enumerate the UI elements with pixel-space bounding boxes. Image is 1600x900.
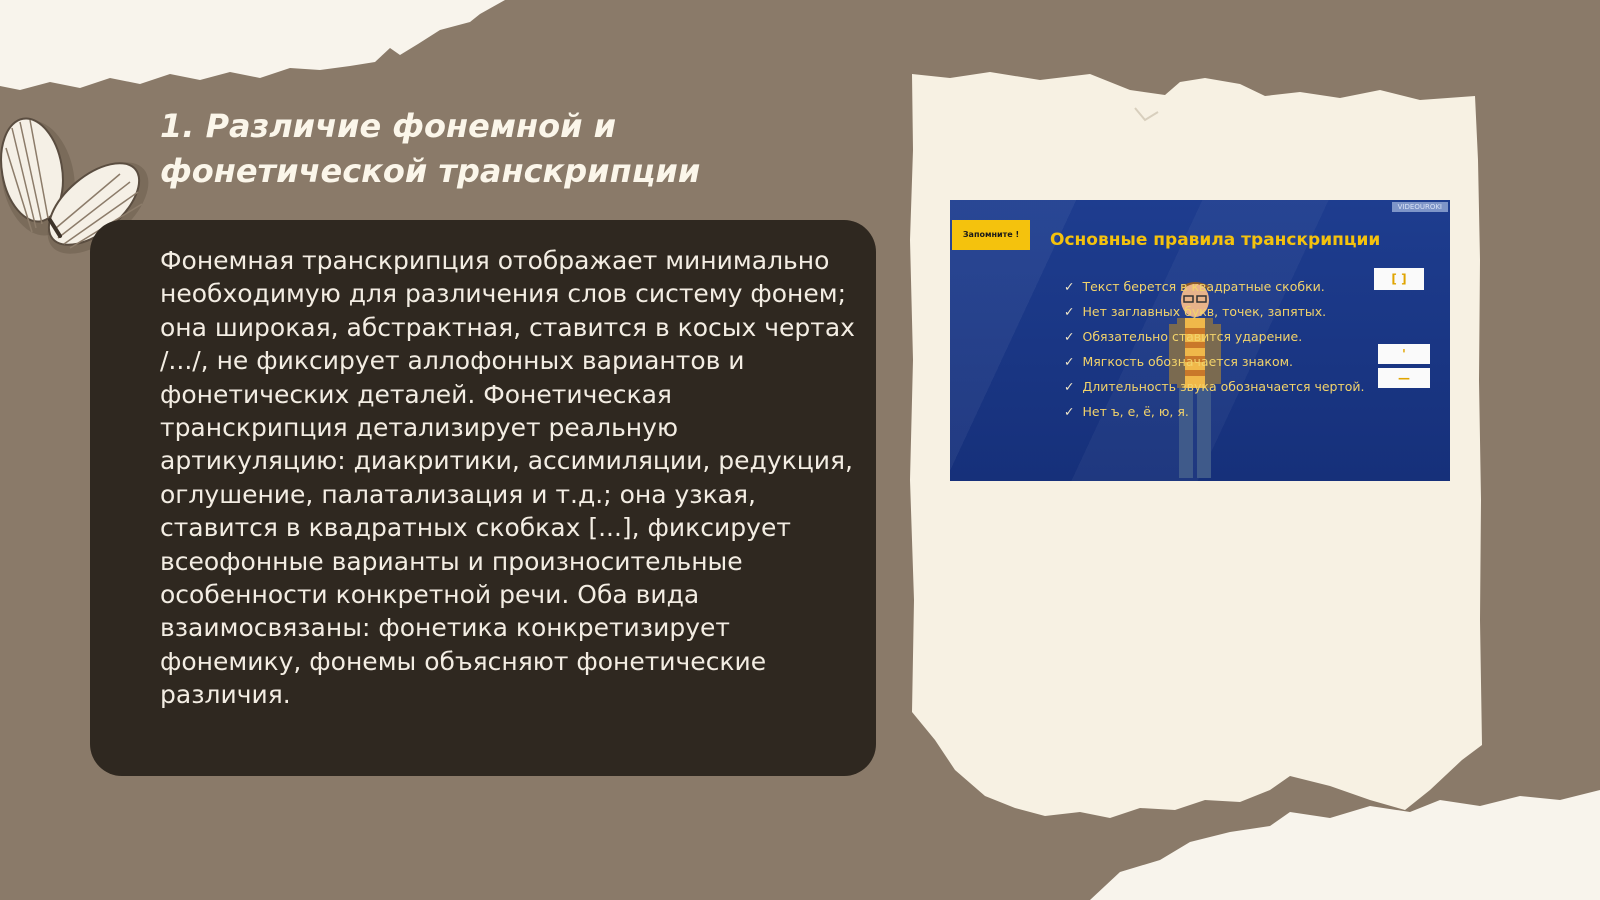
video-rule: ✓ Обязательно ставится ударение. xyxy=(1064,329,1303,344)
video-thumbnail[interactable] xyxy=(950,200,1450,481)
video-rule: ✓ Текст берется в квадратные скобки. xyxy=(1064,279,1325,294)
video-box-dash: — xyxy=(1378,368,1430,388)
body-text: Фонемная транскрипция отображает минимально необходимую для различения слов систему фонем; она широкая, абстрактная, ставится в косых чертах /.../, не фиксирует аллофонных вариантов и фонетических деталей. Фонетическая транскрипция детализирует реальную артикуляцию: диакритики, ассимиляции, редукция, оглушение, палатализация и т.д.; она узкая, ставится в квадратных скобках [...], фиксирует всеофонные варианты и произносительные особенности конкретной речи. Оба вида взаимосвязаны: фонетика конкретизирует фонемику, фонемы объясняют фонетические различия. xyxy=(160,246,855,710)
video-box-brackets: [ ] xyxy=(1374,268,1424,290)
check-icon: ✓ xyxy=(1064,279,1075,294)
check-icon: ✓ xyxy=(1064,379,1075,394)
check-icon: ✓ xyxy=(1064,354,1075,369)
slide-title: 1. Различие фонемной и фонетической транскрипции xyxy=(160,107,701,190)
video-rule: ✓ Мягкость обозначается знаком. xyxy=(1064,354,1293,369)
torn-paper-top-left xyxy=(0,0,505,90)
check-icon: ✓ xyxy=(1064,404,1075,419)
video-box-apostrophe: ' xyxy=(1378,344,1430,364)
video-badge: Запомните ! xyxy=(952,220,1030,250)
video-rule: ✓ Нет заглавных букв, точек, запятых. xyxy=(1064,304,1327,319)
check-icon: ✓ xyxy=(1064,329,1075,344)
video-rule: ✓ Нет ъ, е, ё, ю, я. xyxy=(1064,404,1189,419)
video-title: Основные правила транскрипции xyxy=(1050,230,1381,250)
check-icon: ✓ xyxy=(1064,304,1075,319)
video-rule: ✓ Длительность звука обозначается чертой. xyxy=(1064,379,1365,394)
video-rules-list xyxy=(1064,274,1365,424)
video-logo: VIDEOUROKI xyxy=(1392,202,1448,212)
